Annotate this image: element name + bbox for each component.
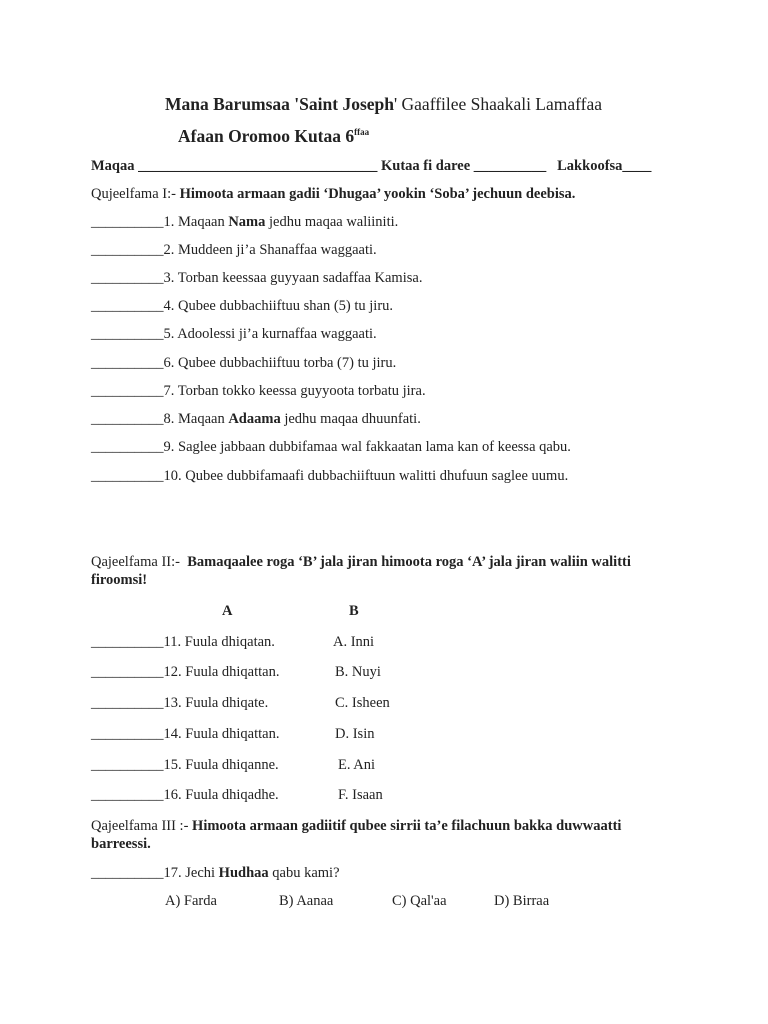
number-label: Lakkoofsa (557, 158, 623, 174)
match-question-11 (91, 633, 275, 651)
title-rest: ' Gaaffilee Shaakali Lamaffaa (394, 94, 603, 114)
tf-question-8 (91, 410, 421, 428)
column-a-item: 13. Fuula dhiqate. (163, 695, 269, 711)
question-keyword: Nama (228, 214, 266, 230)
tf-question-7 (91, 382, 426, 400)
name-field[interactable]: _________________________________ (138, 158, 378, 174)
question-text: 2. Muddeen ji’a Shanaffaa waggaati. (163, 242, 377, 258)
tf-question-3 (91, 269, 422, 287)
answer-blank[interactable]: __________ (91, 270, 164, 286)
answer-blank[interactable]: __________ (91, 298, 164, 314)
section3-label: Qajeelfama III :- (91, 818, 189, 834)
tf-question-1 (91, 213, 398, 231)
option-a[interactable]: A) Farda (165, 893, 217, 909)
tf-question-4 (91, 297, 393, 315)
question-text: 8. Maqaan (163, 411, 229, 427)
answer-blank[interactable]: __________ (91, 326, 164, 342)
q17-post: qabu kami? (268, 865, 340, 881)
answer-blank[interactable]: __________ (91, 695, 164, 711)
name-label: Maqaa (91, 158, 135, 174)
class-field[interactable]: __________ (473, 158, 547, 174)
student-info-line (91, 157, 651, 175)
question-text: 10. Qubee dubbifamaafi dubbachiiftuun walitti dhufuun saglee uumu. (163, 468, 569, 484)
question-text: 9. Saglee jabbaan dubbifamaa wal fakkaatan lama kan of keessa qabu. (163, 439, 571, 455)
answer-blank[interactable]: __________ (91, 355, 164, 371)
tf-question-9 (91, 438, 571, 456)
answer-blank[interactable]: __________ (91, 757, 164, 773)
class-label: Kutaa fi daree (381, 158, 471, 174)
section2-heading (91, 553, 631, 571)
question-text-end: jedhu maqaa dhuunfati. (280, 411, 421, 427)
answer-blank[interactable]: __________ (91, 214, 164, 230)
question-text: 3. Torban keessaa guyyaan sadaffaa Kamisa. (163, 270, 423, 286)
answer-blank[interactable]: __________ (91, 439, 164, 455)
option-c[interactable]: C) Qal'aa (392, 893, 447, 909)
section2-label: Qajeelfama II:- (91, 554, 180, 570)
answer-blank[interactable]: __________ (91, 787, 164, 803)
column-b-item: B. Nuyi (335, 664, 381, 680)
number-field[interactable]: ____ (622, 158, 652, 174)
q17-bold: Hudhaa (218, 865, 269, 881)
question-text: 6. Qubee dubbachiiftuu torba (7) tu jiru. (163, 355, 397, 371)
question-text: 4. Qubee dubbachiiftuu shan (5) tu jiru. (163, 298, 394, 314)
tf-question-10 (91, 467, 568, 485)
section3-instruction-line1: Himoota armaan gadiitif qubee sirrii ta’e filachuun bakka duwwaatti (192, 818, 622, 834)
match-question-13 (91, 694, 268, 712)
match-question-14 (91, 725, 280, 743)
question-17 (91, 864, 340, 882)
option-d[interactable]: D) Birraa (494, 893, 550, 909)
section2-instruction-line2: firoomsi! (91, 572, 148, 588)
answer-blank[interactable]: __________ (91, 242, 164, 258)
match-question-12 (91, 663, 280, 681)
section1-label: Qujeelfama I:- (91, 186, 176, 202)
answer-blank[interactable]: __________ (91, 664, 164, 680)
question-keyword: Adaama (228, 411, 281, 427)
answer-blank[interactable]: __________ (91, 468, 164, 484)
match-question-16 (91, 786, 279, 804)
page-title (165, 95, 602, 113)
option-b[interactable]: B) Aanaa (279, 893, 334, 909)
match-question-15 (91, 756, 279, 774)
answer-blank[interactable]: __________ (91, 383, 164, 399)
column-b-item: C. Isheen (335, 695, 390, 711)
column-b-item: A. Inni (333, 634, 375, 650)
question-text: 5. Adoolessi ji’a kurnaffaa waggaati. (163, 326, 377, 342)
tf-question-5 (91, 325, 377, 343)
column-a-header: A (222, 603, 233, 619)
section3-instruction-line2: barreessi. (91, 836, 151, 852)
column-a-item: 12. Fuula dhiqattan. (163, 664, 280, 680)
column-b-item: D. Isin (335, 726, 375, 742)
section3-heading (91, 817, 621, 835)
column-b-item: F. Isaan (338, 787, 383, 803)
page-subtitle (178, 127, 369, 145)
column-a-item: 15. Fuula dhiqanne. (163, 757, 279, 773)
column-a-item: 11. Fuula dhiqatan. (163, 634, 275, 650)
question-text: 7. Torban tokko keessa guyyoota torbatu jira. (163, 383, 426, 399)
section1-instruction: Himoota armaan gadii ‘Dhugaa’ yookin ‘Soba’ jechuun deebisa. (179, 186, 576, 202)
tf-question-6 (91, 354, 396, 372)
answer-blank[interactable]: __________ (91, 634, 164, 650)
section1-heading (91, 185, 575, 203)
q17-pre: 17. Jechi (163, 865, 219, 881)
answer-blank[interactable]: __________ (91, 411, 164, 427)
column-a-item: 14. Fuula dhiqattan. (163, 726, 280, 742)
column-b-item: E. Ani (338, 757, 376, 773)
question-text-end: jedhu maqaa waliiniti. (265, 214, 399, 230)
answer-blank[interactable]: __________ (91, 865, 164, 881)
answer-blank[interactable]: __________ (91, 726, 164, 742)
tf-question-2 (91, 241, 377, 259)
subtitle-text: Afaan Oromoo Kutaa 6 (178, 126, 355, 146)
column-a-item: 16. Fuula dhiqadhe. (163, 787, 279, 803)
question-text: 1. Maqaan (163, 214, 229, 230)
subtitle-superscript: ffaa (354, 127, 370, 138)
title-bold: Mana Barumsaa 'Saint Joseph (165, 94, 394, 114)
section2-instruction-line1: Bamaqaalee roga ‘B’ jala jiran himoota roga ‘A’ jala jiran waliin walitti (187, 554, 631, 570)
column-b-header: B (349, 603, 359, 619)
